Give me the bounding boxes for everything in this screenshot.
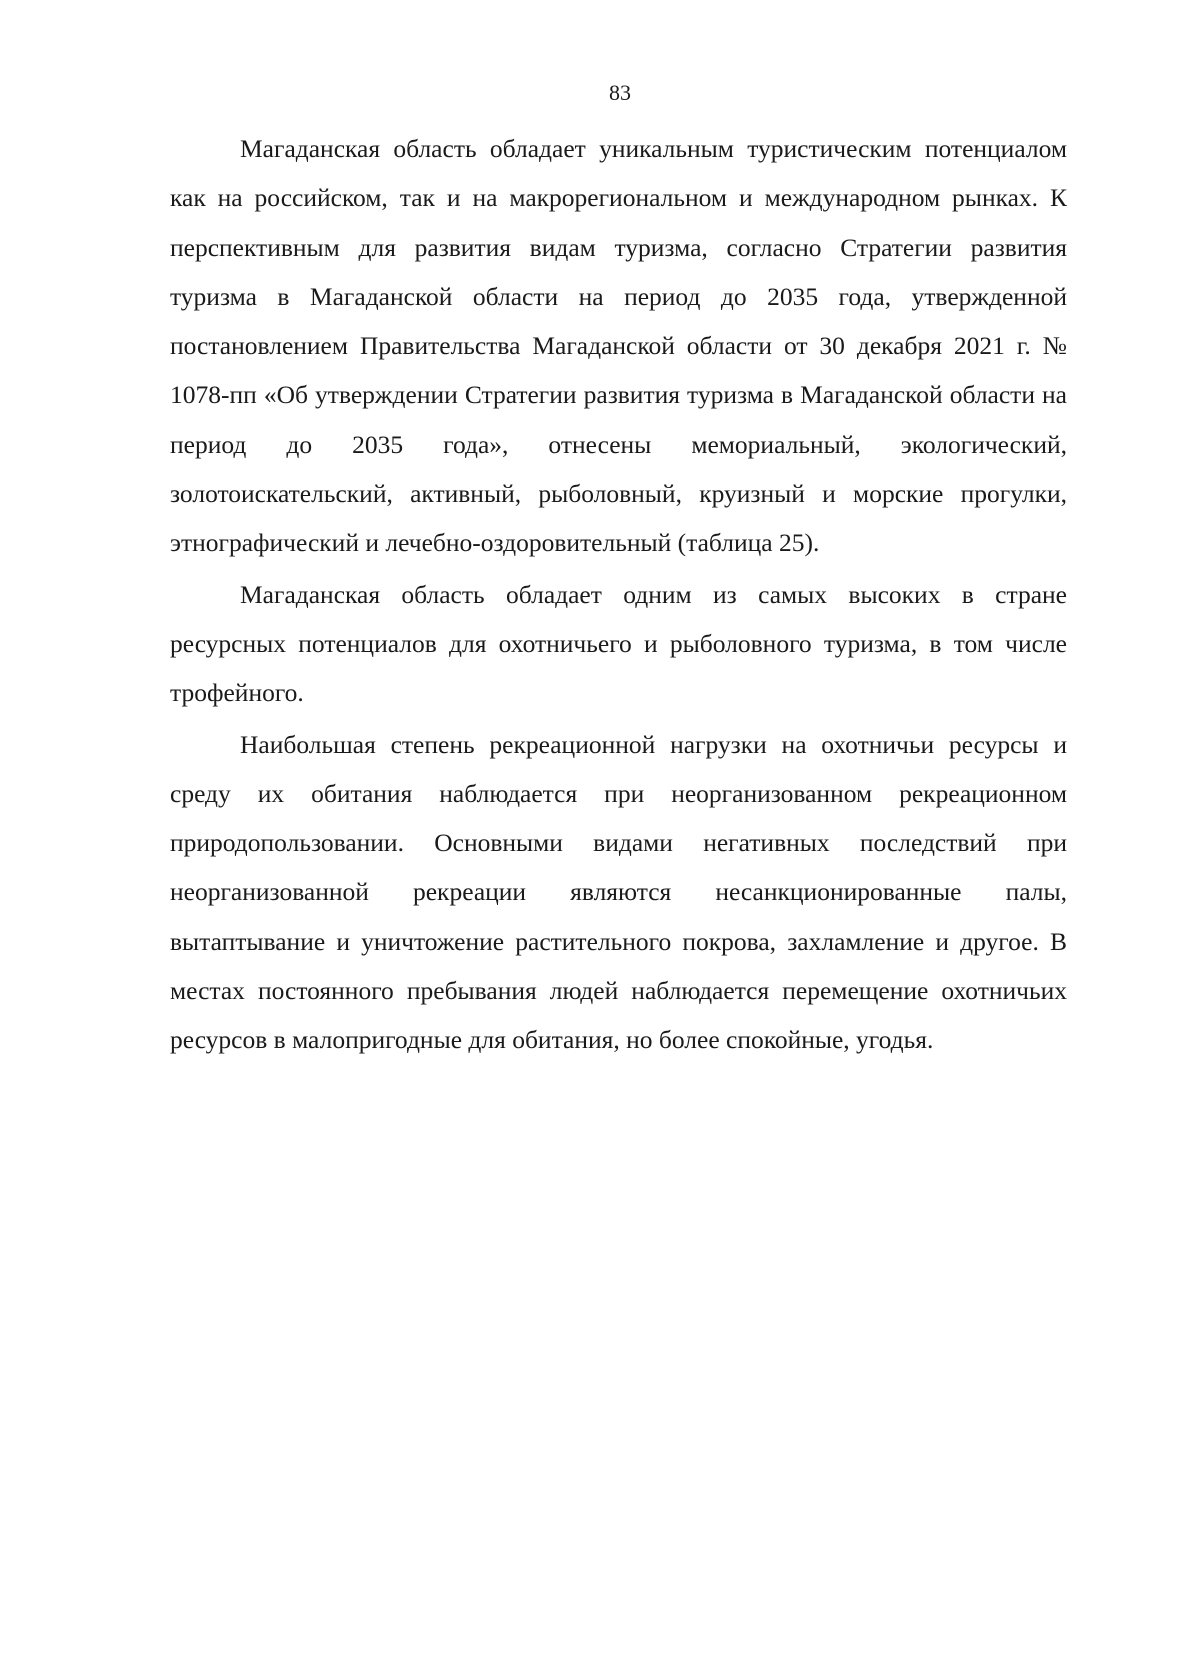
paragraph-tourism-potential: Магаданская область обладает уникальным туристическим потенциалом как на российском, так и на макрорегиональном и международном рынках. К перспективным для развития видам туризма, согласно Стратегии развития туризма в Магаданской области на период до 2035 года, утвержденной постановлением Правительства Магаданской области от 30 декабря 2021 г. № 1078-пп «Об утверждении Стратегии развития туризма в Магаданской области на период до 2035 года», отнесены мемориальный, экологический, золотоискательский, активный, рыболовный, круизный и морские прогулки, этнографический и лечебно-оздоровительный (таблица 25).: [170, 134, 1067, 558]
page-number: 83: [609, 80, 631, 105]
paragraph-hunting-fishing-resources: Магаданская область обладает одним из самых высоких в стране ресурсных потенциалов для охотничьего и рыболовного туризма, в том числе трофейного.: [170, 579, 1067, 708]
paragraph-recreational-load: Наибольшая степень рекреационной нагрузки на охотничьи ресурсы и среду их обитания наблюдается при неорганизованном рекреационном природопользовании. Основными видами негативных последствий при неорганизованной рекреации являются несанкционированные палы, вытаптывание и уничтожение растительного покрова, захламление и другое. В местах постоянного пребывания людей наблюдается перемещение охотничьих ресурсов в малопригодные для обитания, но более спокойные, угодья.: [170, 729, 1067, 1055]
document-body: [170, 124, 1067, 1065]
